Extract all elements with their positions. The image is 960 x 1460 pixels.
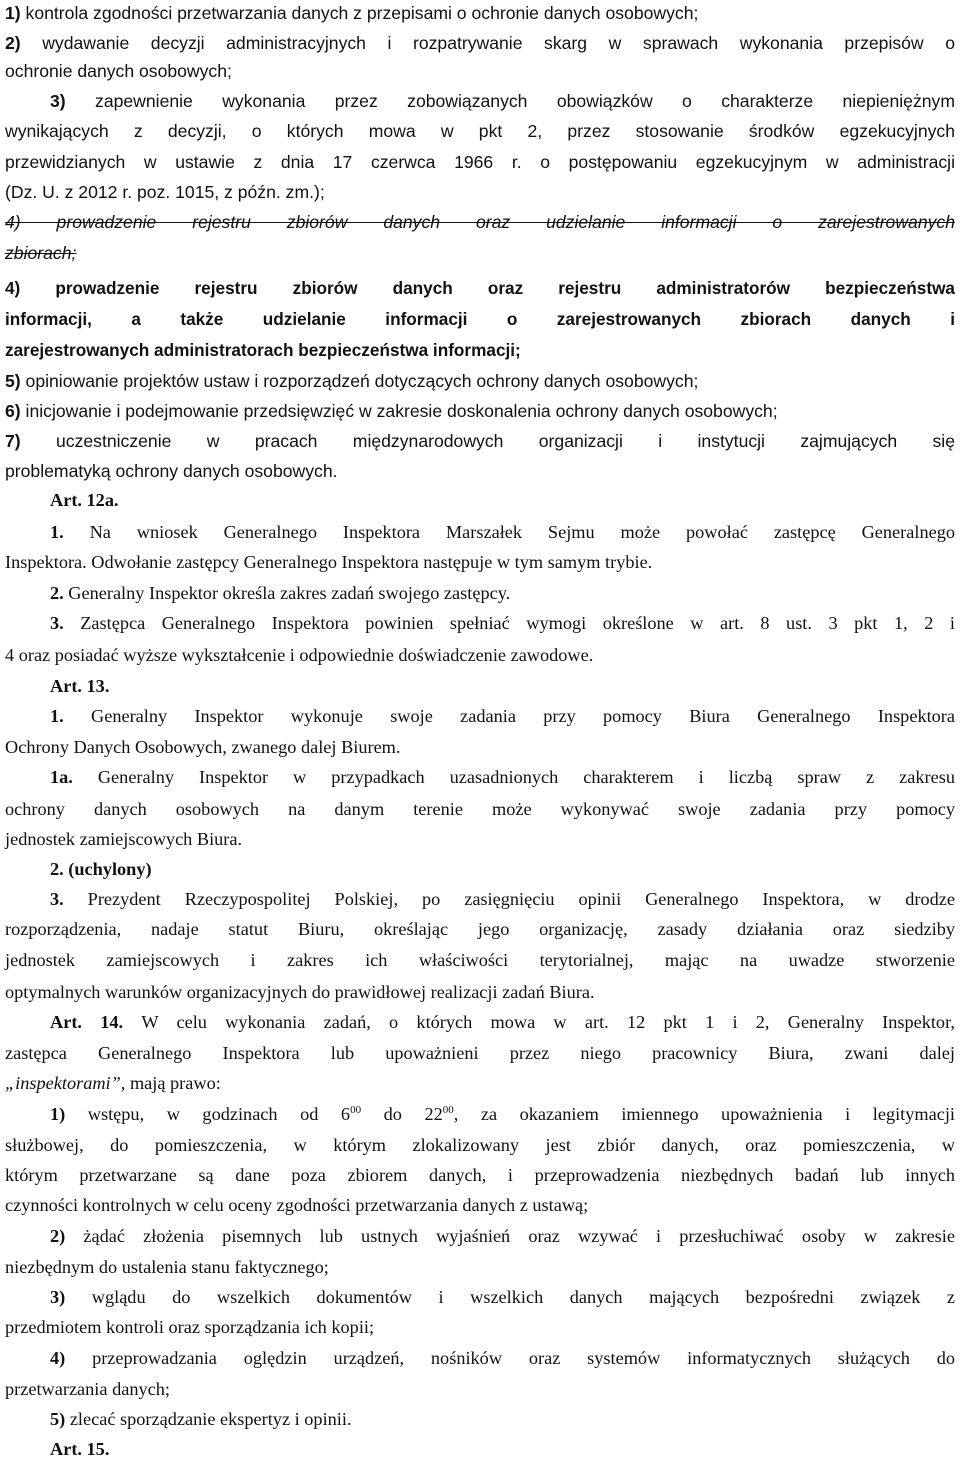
text-line xyxy=(5,339,955,361)
text-line xyxy=(5,1194,955,1216)
text-span: wydawanie decyzji administracyjnych i rozpatrywanie skarg w sprawach wykonania przepisów o xyxy=(42,33,955,53)
text-line xyxy=(50,1408,955,1430)
text-span: 6) xyxy=(5,401,26,421)
text-span: 4) prowadzenie rejestru zbiorów danych oraz rejestru administratorów bezpieczeństwa xyxy=(5,278,955,298)
text-span: 3) xyxy=(50,1287,92,1307)
text-span: zastępca Generalnego Inspektora lub upoważnieni przez niego pracownicy Biura, zwani dalej xyxy=(5,1043,955,1063)
text-line xyxy=(5,32,955,54)
text-span: ochrony danych osobowych na danym terenie może wykonywać swoje zadania przy pomocy xyxy=(5,799,955,819)
text-span: Generalny Inspektor w przypadkach uzasadnionych charakterem i liczbą spraw z zakresu xyxy=(97,767,955,787)
text-line xyxy=(5,211,955,233)
text-line xyxy=(50,521,955,543)
text-line xyxy=(5,918,955,940)
text-line xyxy=(5,277,955,299)
text-span: 1) xyxy=(50,1104,88,1124)
text-line xyxy=(5,1256,955,1278)
text-span: 1. xyxy=(50,522,90,542)
text-span: 5) xyxy=(5,371,26,391)
text-line xyxy=(50,1225,955,1247)
text-line xyxy=(5,2,955,24)
text-span: Inspektora. Odwołanie zastępcy Generalnego Inspektora następuje w tym samym trybie. xyxy=(5,552,653,572)
text-span: 3. xyxy=(50,889,88,909)
text-span: zarejestrowanych administratorach bezpieczeństwa informacji; xyxy=(5,340,521,360)
superscript: 00 xyxy=(442,1104,454,1116)
text-span: do 22 xyxy=(361,1104,443,1124)
text-line xyxy=(50,1103,955,1125)
text-span: przewidzianych w ustawie z dnia 17 czerwca 1966 r. o postępowaniu egzekucyjnym w administracji xyxy=(5,152,955,172)
text-line xyxy=(5,1134,955,1156)
text-line xyxy=(5,370,955,392)
text-span: niezbędnym do ustalenia stanu faktycznego; xyxy=(5,1257,329,1277)
text-line xyxy=(5,1042,955,1064)
text-span: Zastępca Generalnego Inspektora powinien spełniać wymogi określone w art. 8 ust. 3 pkt 1, 2 i xyxy=(80,613,955,633)
text-line xyxy=(5,60,955,82)
text-span: 3) xyxy=(50,91,96,111)
text-span: optymalnych warunków organizacyjnych do prawidłowej realizacji zadań Biura. xyxy=(5,982,595,1002)
text-span: 2) xyxy=(50,1226,84,1246)
text-span: rozporządzenia, nadaje statut Biuru, określając jego organizację, zasady działania oraz siedziby xyxy=(5,919,955,939)
text-line xyxy=(5,1072,955,1094)
text-span: jednostek zamiejscowych Biura. xyxy=(5,829,243,849)
text-span: przeprowadzania oględzin urządzeń, nośników oraz systemów informatycznych służących do xyxy=(92,1348,955,1368)
text-span: uczestniczenie w pracach międzynarodowych organizacji i instytucji zajmujących się xyxy=(56,431,955,451)
text-line xyxy=(5,949,955,971)
text-span: 3. xyxy=(50,613,81,633)
text-span: problematyką ochrony danych osobowych. xyxy=(5,461,338,481)
text-span: Art. 13. xyxy=(50,676,110,696)
text-span: 4) prowadzenie rejestru zbiorów danych oraz udzielanie informacji o zarejestrowanych xyxy=(5,212,955,232)
text-span: 2. (uchylony) xyxy=(50,859,152,879)
text-span: 1. xyxy=(50,706,92,726)
text-line xyxy=(50,1011,955,1033)
text-span: którym przetwarzane są dane poza zbiorem danych, i przeprowadzenia niezbędnych badań lub innych xyxy=(5,1165,955,1185)
text-line xyxy=(5,151,955,173)
text-span: wynikających z decyzji, o których mowa w pkt 2, przez stosowanie środków egzekucyjnych xyxy=(5,121,955,141)
text-line xyxy=(50,612,955,634)
text-line xyxy=(50,888,955,910)
text-line xyxy=(5,981,955,1003)
text-line xyxy=(5,798,955,820)
text-line xyxy=(5,308,955,330)
text-span: Ochrony Danych Osobowych, zwanego dalej Biurem. xyxy=(5,737,401,757)
text-span: , za okazaniem imiennego upoważnienia i legitymacji xyxy=(453,1104,955,1124)
text-span: 2) xyxy=(5,33,43,53)
text-span: 4) xyxy=(50,1348,93,1368)
text-span: kontrola zgodności przetwarzania danych z przepisami o ochronie danych osobowych; xyxy=(25,3,699,23)
text-span: „inspektorami” xyxy=(5,1073,121,1093)
text-span: zlecać sporządzanie ekspertyz i opinii. xyxy=(69,1409,352,1429)
text-line xyxy=(5,1164,955,1186)
superscript: 00 xyxy=(350,1104,362,1116)
text-line xyxy=(5,1316,955,1338)
text-line xyxy=(5,1378,955,1400)
text-span: 1) xyxy=(5,3,26,23)
text-span: , mają prawo: xyxy=(120,1073,221,1093)
text-line xyxy=(5,181,955,203)
text-line xyxy=(5,430,955,452)
text-line xyxy=(50,858,955,880)
text-line xyxy=(50,1438,955,1460)
text-line xyxy=(5,736,955,758)
text-line xyxy=(50,1286,955,1308)
text-span: informacji, a także udzielanie informacji o zarejestrowanych zbiorach danych i xyxy=(5,309,955,329)
text-line xyxy=(5,828,955,850)
text-span: (Dz. U. z 2012 r. poz. 1015, z późn. zm.); xyxy=(5,182,325,202)
text-line xyxy=(5,644,955,666)
text-span: zbiorach; xyxy=(5,243,77,263)
text-line xyxy=(50,705,955,727)
text-span: służbowej, do pomieszczenia, w którym zlokalizowany jest zbiór danych, oraz pomieszczenia, w xyxy=(5,1135,955,1155)
text-line xyxy=(5,120,955,142)
text-span: przetwarzania danych; xyxy=(5,1379,170,1399)
text-span: Art. 12a. xyxy=(50,490,119,510)
text-line xyxy=(50,489,955,511)
text-span: jednostek zamiejscowych i zakres ich właściwości terytorialnej, mając na uwadze stworzenie xyxy=(5,950,955,970)
text-span: 5) xyxy=(50,1409,70,1429)
text-span: opiniowanie projektów ustaw i rozporządzeń dotyczących ochrony danych osobowych; xyxy=(25,371,699,391)
text-span: 1a. xyxy=(50,767,98,787)
text-span: Generalny Inspektor wykonuje swoje zadania przy pomocy Biura Generalnego Inspektora xyxy=(91,706,956,726)
text-span: czynności kontrolnych w celu oceny zgodności przetwarzania danych z ustawą; xyxy=(5,1195,589,1215)
text-span: inicjowanie i podejmowanie przedsięwzięć w zakresie doskonalenia ochrony danych osobowych; xyxy=(25,401,778,421)
text-span: wstępu, w godzinach od 6 xyxy=(87,1104,351,1124)
text-line xyxy=(5,242,955,264)
text-line xyxy=(5,551,955,573)
text-span: Na wniosek Generalnego Inspektora Marszałek Sejmu może powołać zastępcę Generalnego xyxy=(89,522,955,542)
text-span: 4 oraz posiadać wyższe wykształcenie i odpowiednie doświadczenie zawodowe. xyxy=(5,645,594,665)
text-line xyxy=(50,1347,955,1369)
text-span: Generalny Inspektor określa zakres zadań swojego zastępcy. xyxy=(68,583,511,603)
text-span: zapewnienie wykonania przez zobowiązanych obowiązków o charakterze niepieniężnym xyxy=(95,91,955,111)
text-span: 2. xyxy=(50,583,69,603)
text-span: wglądu do wszelkich dokumentów i wszelkich danych mających bezpośredni związek z xyxy=(91,1287,955,1307)
text-span: 7) xyxy=(5,431,57,451)
text-span: Art. 15. xyxy=(50,1439,110,1459)
text-span: żądać złożenia pisemnych lub ustnych wyjaśnień oraz wzywać i przesłuchiwać osoby w zakresie xyxy=(83,1226,955,1246)
text-line xyxy=(50,90,955,112)
text-line xyxy=(50,675,955,697)
text-span: Art. 14. xyxy=(50,1012,142,1032)
text-line xyxy=(5,400,955,422)
text-line xyxy=(5,460,955,482)
text-span: ochronie danych osobowych; xyxy=(5,61,232,81)
text-line xyxy=(50,582,955,604)
text-span: W celu wykonania zadań, o których mowa w art. 12 pkt 1 i 2, Generalny Inspektor, xyxy=(141,1012,955,1032)
text-line xyxy=(50,766,955,788)
text-span: przedmiotem kontroli oraz sporządzania ich kopii; xyxy=(5,1317,375,1337)
text-span: Prezydent Rzeczypospolitej Polskiej, po zasięgnięciu opinii Generalnego Inspektora, w drodze xyxy=(87,889,955,909)
